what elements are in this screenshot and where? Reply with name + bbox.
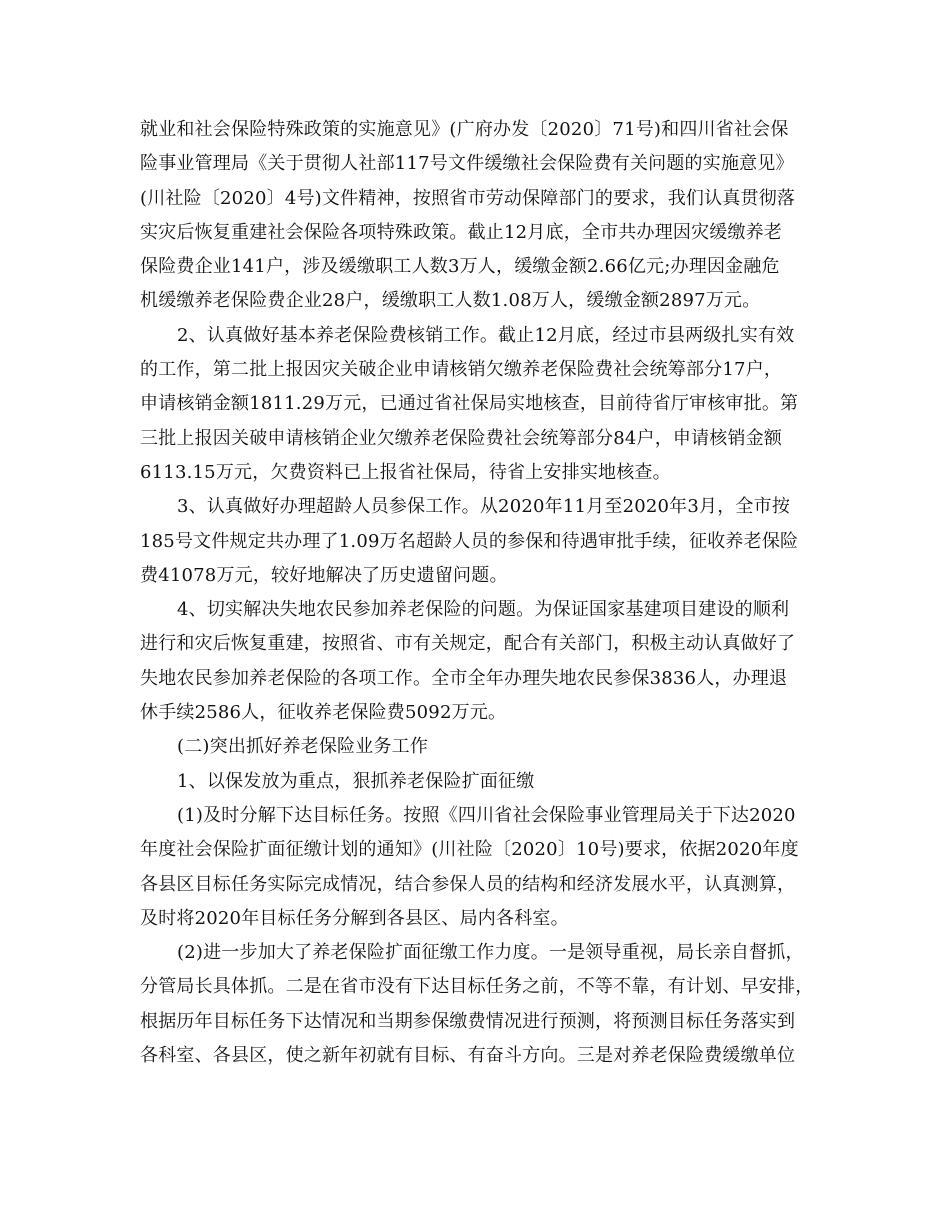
text-line: 三批上报因关破申请核销企业欠缴养老保险费社会统筹部分84户，申请核销金额 [140, 427, 783, 449]
text-line: 费41078万元，较好地解决了历史遗留问题。 [140, 564, 508, 586]
text-line: 2、认真做好基本养老保险费核销工作。截止12月底，经过市县两级扎实有效 [177, 324, 795, 346]
text-line: 分管局长具体抓。二是在省市没有下达目标任务之前，不等不靠，有计划、早安排， [140, 976, 814, 998]
text-line: (二)突出抓好养老保险业务工作 [177, 736, 429, 758]
document-body [140, 113, 830, 1073]
text-line: 各县区目标任务实际完成情况，结合参保人员的结构和经济发展水平，认真测算， [140, 873, 796, 895]
text-line: 失地农民参加养老保险的各项工作。全市全年办理失地农民参保3836人，办理退 [140, 667, 788, 689]
text-line: 年度社会保险扩面征缴计划的通知》(川社险〔2020〕10号)要求，依据2020年度 [140, 839, 799, 861]
text-line: (2)进一步加大了养老保险扩面征缴工作力度。一是领导重视，局长亲自督抓， [177, 942, 804, 964]
text-line: 185号文件规定共办理了1.09万名超龄人员的参保和待遇审批手续，征收养老保险 [140, 530, 799, 552]
text-line: 机缓缴养老保险费企业28户，缓缴职工人数1.08万人，缓缴金额2897万元。 [140, 290, 761, 312]
text-line: 险事业管理局《关于贯彻人社部117号文件缓缴社会保险费有关问题的实施意见》 [140, 153, 794, 175]
text-line: 进行和灾后恢复重建，按照省、市有关规定，配合有关部门，积极主动认真做好了 [140, 633, 796, 655]
text-line: 4、切实解决失地农民参加养老保险的问题。为保证国家基建项目建设的顺利 [177, 599, 790, 621]
text-line: 保险费企业141户，涉及缓缴职工人数3万人，缓缴金额2.66亿元;办理因金融危 [140, 256, 780, 278]
text-line: 就业和社会保险特殊政策的实施意见》(广府办发〔2020〕71号)和四川省社会保 [140, 119, 789, 140]
text-line: (1)及时分解下达目标任务。按照《四川省社会保险事业管理局关于下达2020 [177, 804, 796, 826]
text-line: 3、认真做好办理超龄人员参保工作。从2020年11月至2020年3月，全市按 [177, 496, 791, 518]
text-line: 根据历年目标任务下达情况和当期参保缴费情况进行预测，将预测目标任务落实到 [140, 1010, 796, 1032]
text-line: 的工作，第二批上报因灾关破企业申请核销欠缴养老保险费社会统筹部分17户， [140, 359, 783, 381]
text-line: 1、以保发放为重点，狠抓养老保险扩面征缴 [177, 770, 535, 792]
text-line: 及时将2020年目标任务分解到各县区、局内各科室。 [140, 907, 569, 929]
text-line: 各科室、各县区，使之新年初就有目标、有奋斗方向。三是对养老保险费缓缴单位 [140, 1045, 796, 1067]
text-line: 申请核销金额1811.29万元，已通过省社保局实地核查，目前待省厅审核审批。第 [140, 393, 799, 415]
text-line: (川社险〔2020〕4号)文件精神，按照省市劳动保障部门的要求，我们认真贯彻落 [140, 187, 796, 209]
text-line: 6113.15万元，欠费资料已上报省社保局，待省上安排实地核查。 [140, 461, 671, 483]
text-line: 休手续2586人，征收养老保险费5092万元。 [140, 702, 507, 724]
text-line: 实灾后恢复重建社会保险各项特殊政策。截止12月底，全市共办理因灾缓缴养老 [140, 221, 783, 243]
